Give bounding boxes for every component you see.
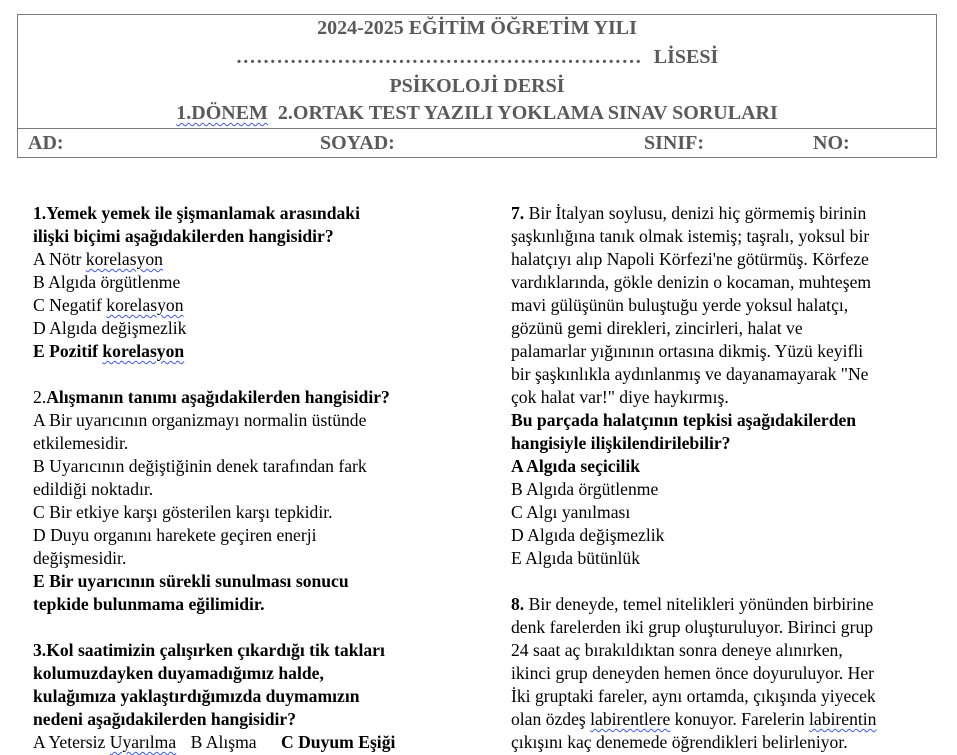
passage-line: gözünü gemi direkleri, zincirleri, halat ve (511, 318, 803, 338)
school-suffix: LİSESİ (653, 46, 719, 68)
option-a-answer: A Algıda seçicilik (511, 456, 641, 476)
option-d: D Duyu organını harekete geçiren enerji (33, 525, 317, 545)
option-c: C Bir etkiye karşı gösterilen karşı tepkidir. (33, 502, 333, 522)
option-a: A Yetersiz Uyarılma (33, 732, 177, 752)
passage-line: palamarlar yığınının ortasına dikmiş. Yüzü keyifli (511, 341, 864, 361)
passage-line: mavi gülüşünün buluştuğu yerde yoksul halatçı, (511, 295, 849, 315)
surname-field-label: SOYAD: (320, 132, 395, 154)
passage-line: denk farelerden iki grup oluşturuluyor. Birinci grup (511, 617, 874, 637)
options-row (33, 731, 473, 754)
question-stem: nedeni aşağıdakilerden hangisidir? (33, 709, 296, 729)
exam-term: 1.DÖNEM (176, 102, 268, 124)
question-stem: kulağımıza yaklaştırdığımızda duymamızın (33, 686, 360, 706)
passage-line: vardıklarında, gökle denizin o kocaman, muhteşem (511, 272, 872, 292)
student-info-row (18, 128, 936, 159)
exam-title-text: 2.ORTAK TEST YAZILI YOKLAMA SINAV SORULARI (277, 102, 778, 124)
passage-line: 7. Bir İtalyan soylusu, denizi hiç görmemiş birinin (511, 203, 867, 223)
option-c-answer: C Duyum Eşiği (281, 732, 396, 752)
exam-title (18, 101, 936, 125)
school-name-blank: …………………………………………………… (235, 46, 642, 68)
question-stem: 2.Alışmanın tanımı aşağıdakilerden hangisidir? (33, 387, 390, 407)
class-field-label: SINIF: (644, 132, 705, 154)
option-e: E Algıda bütünlük (511, 548, 641, 568)
option-b: B Alışma (190, 732, 257, 752)
option-a: A Nötr korelasyon (33, 249, 163, 269)
option-c: C Algı yanılması (511, 502, 631, 522)
question-2 (33, 386, 473, 616)
right-column (511, 202, 941, 754)
question-7 (511, 202, 941, 570)
passage-line: çıkışını kaç denemede öğrendikleri belirleniyor. (511, 732, 848, 752)
number-field-label: NO: (813, 132, 850, 154)
name-field-label: AD: (28, 132, 64, 154)
passage-line: çok halat var!" diye haykırmış. (511, 387, 729, 407)
passage-line: şaşkınlığına tanık olmak istemiş; taşralı, yoksul bir (511, 226, 870, 246)
passage-line: ikinci grup deneyden hemen önce doyuruluyor. Her (511, 663, 875, 683)
option-d: D Algıda değişmezlik (511, 525, 665, 545)
passage-line: bir şaşkınlıkla aydınlanmış ve dayanamayarak "Ne (511, 364, 869, 384)
course-title: PSİKOLOJİ DERSİ (389, 75, 565, 97)
question-stem: 1.Yemek yemek ile şişmanlamak arasındaki (33, 203, 360, 223)
question-stem: 3.Kol saatimizin çalışırken çıkardığı tik takları (33, 640, 385, 660)
academic-year: 2024-2025 EĞİTİM ÖĞRETİM YILI (317, 17, 637, 39)
passage-line: olan özdeş labirentlere konuyor. Farelerin labirentin (511, 709, 877, 729)
question-stem: ilişki biçimi aşağıdakilerden hangisidir? (33, 226, 334, 246)
option-e-answer: E Bir uyarıcının sürekli sunulması sonucu (33, 571, 349, 591)
option-d: D Algıda değişmezlik (33, 318, 187, 338)
option-b-cont: edildiği noktadır. (33, 479, 154, 499)
question-1 (33, 202, 473, 363)
passage-line: 8. Bir deneyde, temel nitelikleri yönünden birbirine (511, 594, 874, 614)
question-8 (511, 593, 941, 754)
option-b: B Algıda örgütlenme (511, 479, 659, 499)
option-a-cont: etkilemesidir. (33, 433, 129, 453)
option-b: B Algıda örgütlenme (33, 272, 181, 292)
passage-line: İki gruptaki fareler, aynı ortamda, çıkışında yiyecek (511, 686, 876, 706)
option-e-answer: E Pozitif korelasyon (33, 341, 185, 361)
school-name-line (18, 45, 936, 69)
option-d-cont: değişmesidir. (33, 548, 127, 568)
option-a: A Bir uyarıcının organizmayı normalin üstünde (33, 410, 367, 430)
exam-header (17, 14, 937, 158)
option-c: C Negatif korelasyon (33, 295, 184, 315)
option-b: B Uyarıcının değiştiğinin denek tarafından fark (33, 456, 367, 476)
question-3 (33, 639, 473, 754)
option-e-answer-cont: tepkide bulunmama eğilimidir. (33, 594, 265, 614)
question-stem: hangisiyle ilişkilendirilebilir? (511, 433, 731, 453)
question-stem: kolumuzdayken duyamadığımız halde, (33, 663, 324, 683)
question-stem: Bu parçada halatçının tepkisi aşağıdakilerden (511, 410, 857, 430)
passage-line: halatçıyı alıp Napoli Körfezi'ne götürmüş. Körfeze (511, 249, 869, 269)
passage-line: 24 saat aç bırakıldıktan sonra deneye alınırken, (511, 640, 843, 660)
left-column (33, 202, 473, 754)
